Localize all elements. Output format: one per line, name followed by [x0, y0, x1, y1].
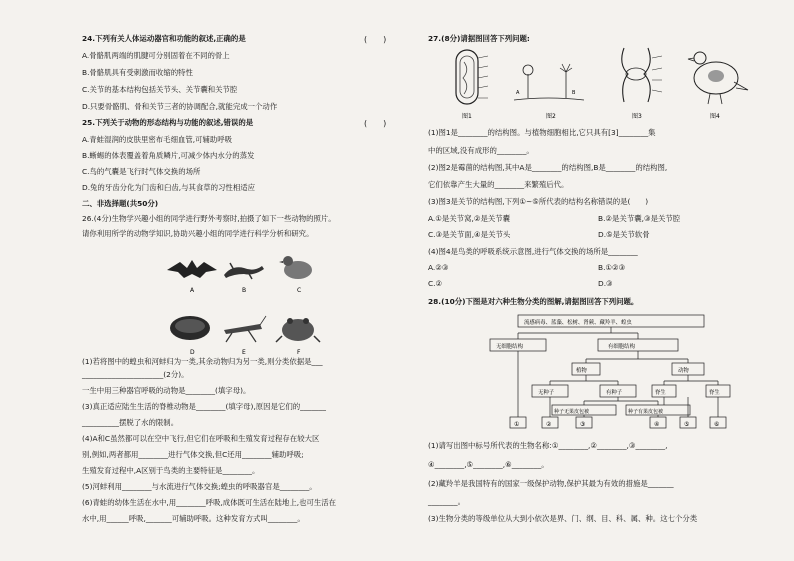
- q28-line-5: (3)生物分类的等级单位从大到小依次是界、门、纲、目、科、属、种。这七个分类: [428, 514, 698, 523]
- fig1-label: 图1: [462, 113, 472, 120]
- q26-line-9[interactable]: (5)河蚌利用________与水流进行气体交换;蝗虫的呼吸器官是________。: [82, 482, 317, 491]
- q26-line-4[interactable]: (3)真正适应陆生生活的脊椎动物是________(填字母),原因是它们的_______: [82, 402, 327, 411]
- q24-answer-paren[interactable]: ( ): [364, 35, 387, 44]
- classification-diagram: [488, 313, 738, 431]
- q26-line-6: (4)A和C虽然都可以在空中飞行,但它们在呼吸和生殖发育过程存在较大区: [82, 434, 320, 443]
- mussel-image: [170, 316, 210, 340]
- q27-option-3a: A.①是关节窝,②是关节囊: [428, 214, 511, 223]
- q27-option-3c: C.③是关节面,④是关节头: [428, 230, 511, 239]
- q25-option-a: A.青蛙湿润的皮肤里密布毛细血管,可辅助呼吸: [82, 135, 233, 144]
- q26-stem-2: 请你利用所学的动物学知识,协助兴趣小组的同学进行科学分析和研究。: [82, 229, 314, 238]
- q25-option-c: C.鸟的气囊是飞行时气体交换的场所: [82, 167, 201, 176]
- diagram-top-box: 流感病毒、蓝藻、松树、肾蕨、藏羚羊、蝗虫: [524, 320, 632, 326]
- bacterium-figure: [456, 50, 488, 104]
- q27-line-4[interactable]: 它们依靠产生大量的________来繁殖后代。: [428, 180, 569, 189]
- diagram-seed-no-coat: 种子无果皮包被: [554, 409, 590, 415]
- svg-text:B: B: [572, 90, 576, 96]
- frog-image: [276, 318, 320, 342]
- lizard-image: [224, 263, 264, 279]
- q26-stem-1: 26.(4分)生物学兴趣小组的同学进行野外考察时,拍摄了如下一些动物的照片。: [82, 214, 336, 223]
- diagram-num-4: ④: [654, 421, 660, 428]
- q27-stem: 27.(8分)请据图回答下列问题:: [428, 34, 530, 43]
- animal-label-a: A: [190, 287, 195, 294]
- diagram-animal: 动物: [678, 368, 689, 374]
- animal-photos: [162, 250, 322, 360]
- q27-figures: [448, 44, 758, 122]
- q24-option-d: D.只要骨骼肌、骨和关节三者的协调配合,就能完成一个动作: [82, 102, 278, 111]
- animal-label-b: B: [242, 287, 247, 294]
- q27-option-3b: B.②是关节囊,③是关节腔: [598, 214, 681, 223]
- diagram-num-6: ⑥: [714, 421, 720, 428]
- q27-line-1[interactable]: (1)图1是________的结构图。与植物细胞相比,它只具有[3]________集: [428, 128, 656, 137]
- diagram-num-5: ⑤: [684, 421, 690, 428]
- q28-line-1[interactable]: (1)请写出图中标号所代表的生物名称:①________,②________,③________,: [428, 441, 668, 450]
- q24-stem: 24.下列有关人体运动器官和功能的叙述,正确的是: [82, 34, 246, 43]
- diagram-num-2: ②: [546, 421, 552, 428]
- q27-line-2[interactable]: 中的区域,没有成形的________。: [428, 146, 534, 155]
- fig3-label: 图3: [632, 113, 642, 120]
- q27-line-5[interactable]: (3)图3是关节的结构图,下列①~⑤所代表的结构名称错误的是( ): [428, 197, 649, 206]
- q27-option-3d: D.⑤是关节软骨: [598, 230, 650, 239]
- q28-line-3[interactable]: (2)藏羚羊是我国特有的国家一级保护动物,保护其最为有效的措施是_______: [428, 479, 674, 488]
- q25-option-b: B.蜥蜴的体表覆盖着角质鳞片,可减少体内水分的蒸发: [82, 151, 255, 160]
- q28-stem: 28.(10分)下图是对六种生物分类的图解,请据图回答下列问题。: [428, 297, 639, 306]
- animal-label-e: E: [242, 349, 246, 356]
- q26-line-5[interactable]: __________摆脱了水的限制。: [82, 418, 179, 427]
- diagram-num-3: ③: [580, 421, 586, 428]
- q26-line-7[interactable]: 别,例如,两者都用________进行气体交换,但C还用________辅助呼吸;: [82, 450, 304, 459]
- q25-option-d: D.兔的牙齿分化为门齿和臼齿,与其食草的习性相适应: [82, 183, 255, 192]
- bat-image: [167, 260, 217, 278]
- animal-label-c: C: [297, 287, 302, 294]
- q26-line-2[interactable]: ______________________(2分)。: [82, 370, 189, 379]
- animal-label-d: D: [190, 349, 195, 356]
- animal-label-f: F: [297, 349, 301, 356]
- diagram-plant: 植物: [576, 368, 587, 374]
- joint-figure: [622, 48, 662, 102]
- fig4-label: 图4: [710, 113, 720, 120]
- q28-line-2[interactable]: ④________,⑤________,⑥________。: [428, 460, 549, 469]
- q27-line-3[interactable]: (2)图2是霉菌的结构图,其中A是________的结构图,B是________的结构图,: [428, 163, 668, 172]
- q27-option-4a: A.②③: [428, 263, 449, 272]
- q26-line-11[interactable]: 水中,用______呼吸,_______可辅助呼吸。这种发育方式叫________。: [82, 514, 305, 523]
- bird-figure: [688, 52, 748, 104]
- fig2-label: 图2: [546, 113, 556, 120]
- q27-option-4b: B.①②③: [598, 263, 626, 272]
- diagram-vert-left: 脊生: [655, 390, 666, 396]
- pigeon-image: [279, 256, 312, 279]
- locust-image: [224, 316, 266, 342]
- q27-option-4c: C.②: [428, 279, 443, 288]
- diagram-seed: 有种子: [606, 390, 623, 396]
- q26-line-3[interactable]: 一生中用三种器官呼吸的动物是________(填字母)。: [82, 386, 251, 395]
- diagram-num-1: ①: [514, 421, 520, 428]
- diagram-seed-coat: 种子有果皮包被: [628, 409, 664, 415]
- q26-line-1[interactable]: (1)若将图中的蝗虫和河蚌归为一类,其余动物归为另一类,则分类依据是___: [82, 357, 323, 366]
- diagram-no-cell: 无细胞结构: [496, 344, 523, 350]
- diagram-vert-right: 脊生: [709, 390, 720, 396]
- diagram-no-seed: 无种子: [538, 390, 555, 396]
- svg-text:A: A: [516, 90, 520, 96]
- q28-line-4[interactable]: ________。: [428, 497, 465, 506]
- q27-option-4d: D.③: [598, 279, 613, 288]
- q25-stem: 25.下列关于动物的形态结构与功能的叙述,错误的是: [82, 118, 254, 127]
- q24-option-a: A.骨骼肌两端的肌腱可分别固着在不同的骨上: [82, 51, 230, 60]
- q24-option-b: B.骨骼肌具有受刺激而收缩的特性: [82, 68, 193, 77]
- q27-line-6[interactable]: (4)图4是鸟类的呼吸系统示意图,进行气体交换的场所是________: [428, 247, 638, 256]
- diagram-cell: 有细胞结构: [608, 344, 635, 350]
- q24-option-c: C.关节的基本结构包括关节头、关节囊和关节腔: [82, 85, 238, 94]
- mold-figure: [514, 64, 584, 100]
- section-2-heading: 二、非选择题(共50分): [82, 199, 159, 208]
- q25-answer-paren[interactable]: ( ): [364, 119, 387, 128]
- q26-line-10[interactable]: (6)青蛙的幼体生活在水中,用________呼吸,成体既可生活在陆地上,也可生活在: [82, 498, 337, 507]
- q26-line-8[interactable]: 生殖发育过程中,A区别于鸟类的主要特征是________。: [82, 466, 260, 475]
